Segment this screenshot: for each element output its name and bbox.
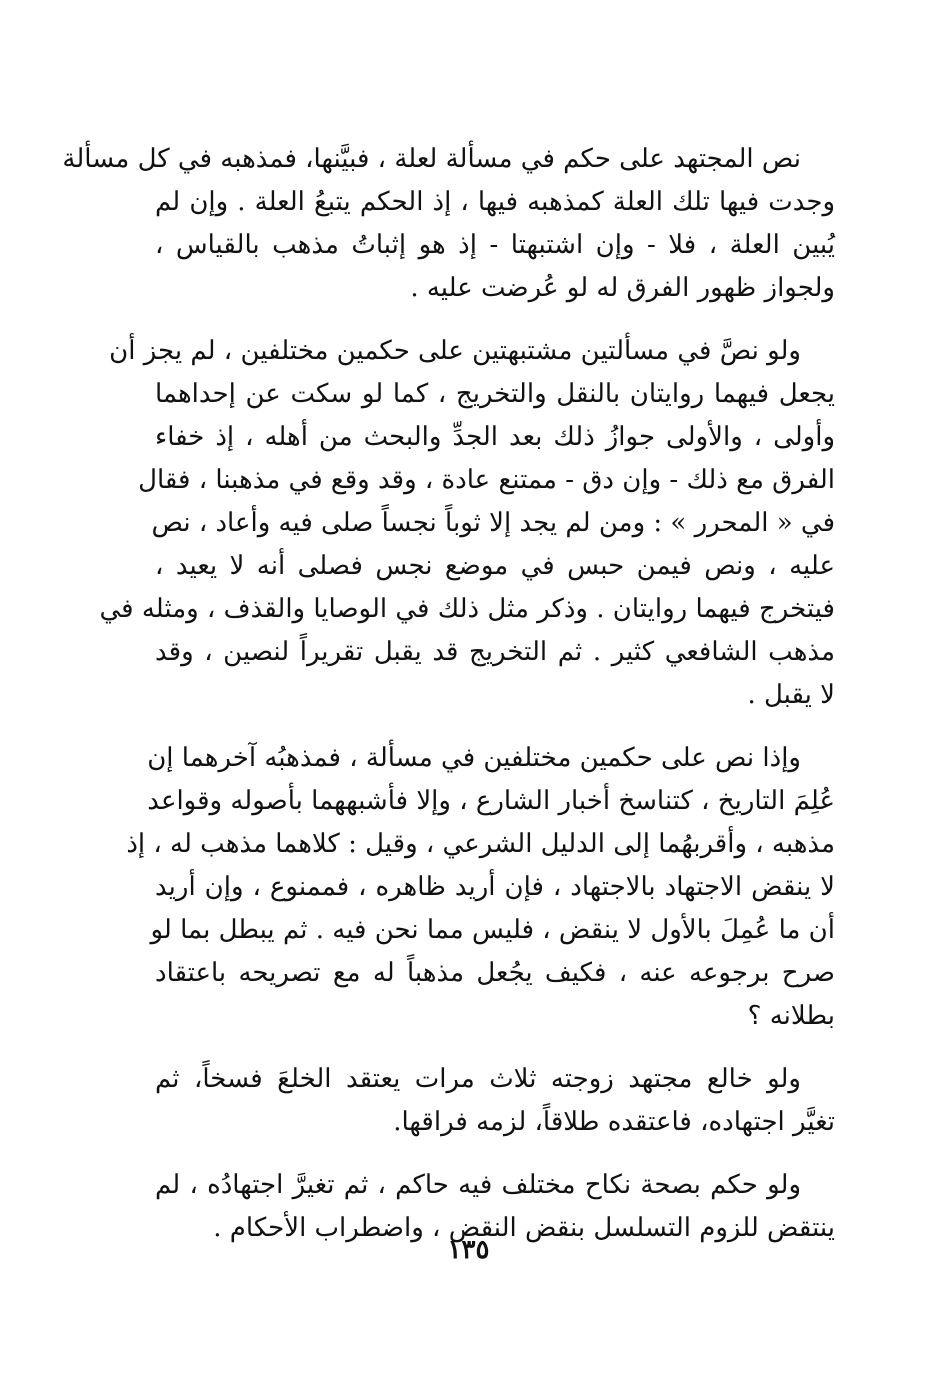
text-line: لا يقبل . xyxy=(747,680,835,710)
text-line: وجدت فيها تلك العلة كمذهبه فيها ، إذ الحكم يتبعُ العلة . وإن لم xyxy=(155,187,835,217)
page-number: ١٣٥ xyxy=(447,1235,490,1265)
page-body-text xyxy=(62,138,835,1270)
text-line: مذهب الشافعي كثير . ثم التخريج قد يقبل تقريراً لنصين ، وقد xyxy=(155,637,835,667)
text-line: عُلِمَ التاريخ ، كتناسخ أخبار الشارع ، وإلا فأشبههما بأصوله وقواعد xyxy=(147,786,835,816)
text-line: صرح برجوعه عنه ، فكيف يجُعل مذهباً له مع تصريحه باعتقاد xyxy=(155,958,835,988)
text-line: ولو خالع مجتهد زوجته ثلاث مرات يعتقد الخلعَ فسخاً، ثم xyxy=(155,1064,801,1094)
text-line: نص المجتهد على حكم في مسألة لعلة ، فبيَّنها، فمذهبه في كل مسألة xyxy=(62,144,801,174)
text-line: مذهبه ، وأقربهُما إلى الدليل الشرعي ، وقيل : كلاهما مذهب له ، إذ xyxy=(126,829,835,859)
text-line: بطلانه ؟ xyxy=(747,1001,835,1031)
text-line: ولو حكم بصحة نكاح مختلف فيه حاكم ، ثم تغيرَّ اجتهادُه ، لم xyxy=(155,1170,801,1200)
text-line: يجعل فيهما روايتان بالنقل والتخريج ، كما لو سكت عن إحداهما xyxy=(155,379,835,409)
paragraph-1 xyxy=(62,138,835,310)
paragraph-3 xyxy=(126,737,835,1038)
text-line: وإذا نص على حكمين مختلفين في مسألة ، فمذهبُه آخرهما إن xyxy=(147,743,801,773)
text-line: ولو نصَّ في مسألتين مشتبهتين على حكمين مختلفين ، لم يجز أن xyxy=(109,336,801,366)
text-line: وأولى ، والأولى جوازُ ذلك بعد الجدِّ والبحث من أهله ، إذ خفاء xyxy=(155,422,835,452)
text-line: فيتخرج فيهما روايتان . وذكر مثل ذلك في الوصايا والقذف ، ومثله في xyxy=(99,594,835,624)
text-line: أن ما عُمِلَ بالأول لا ينقض ، فليس مما نحن فيه . ثم يبطل بما لو xyxy=(150,915,835,945)
text-line: يُبين العلة ، فلا - وإن اشتبهتا - إذ هو إثباتُ مذهب بالقياس ، xyxy=(155,230,835,260)
paragraph-2 xyxy=(99,330,835,717)
paragraph-4 xyxy=(155,1058,835,1144)
text-line: ينتقض للزوم التسلسل بنقض النقض ، واضطراب الأحكام . xyxy=(213,1213,835,1243)
text-line: ولجواز ظهور الفرق له لو عُرضت عليه . xyxy=(410,273,835,303)
text-line: لا ينقض الاجتهاد بالاجتهاد ، فإن أريد ظاهره ، فممنوع ، وإن أريد xyxy=(155,872,835,902)
text-line: الفرق مع ذلك - وإن دق - ممتنع عادة ، وقد وقع في مذهبنا ، فقال xyxy=(138,465,835,495)
text-line: تغيَّر اجتهاده، فاعتقده طلاقاً، لزمه فراقها. xyxy=(393,1107,835,1137)
text-line: عليه ، ونص فيمن حبس في موضع نجس فصلى أنه لا يعيد ، xyxy=(155,551,835,581)
text-line: في « المحرر » : ومن لم يجد إلا ثوباً نجساً صلى فيه وأعاد ، نص xyxy=(151,508,835,538)
